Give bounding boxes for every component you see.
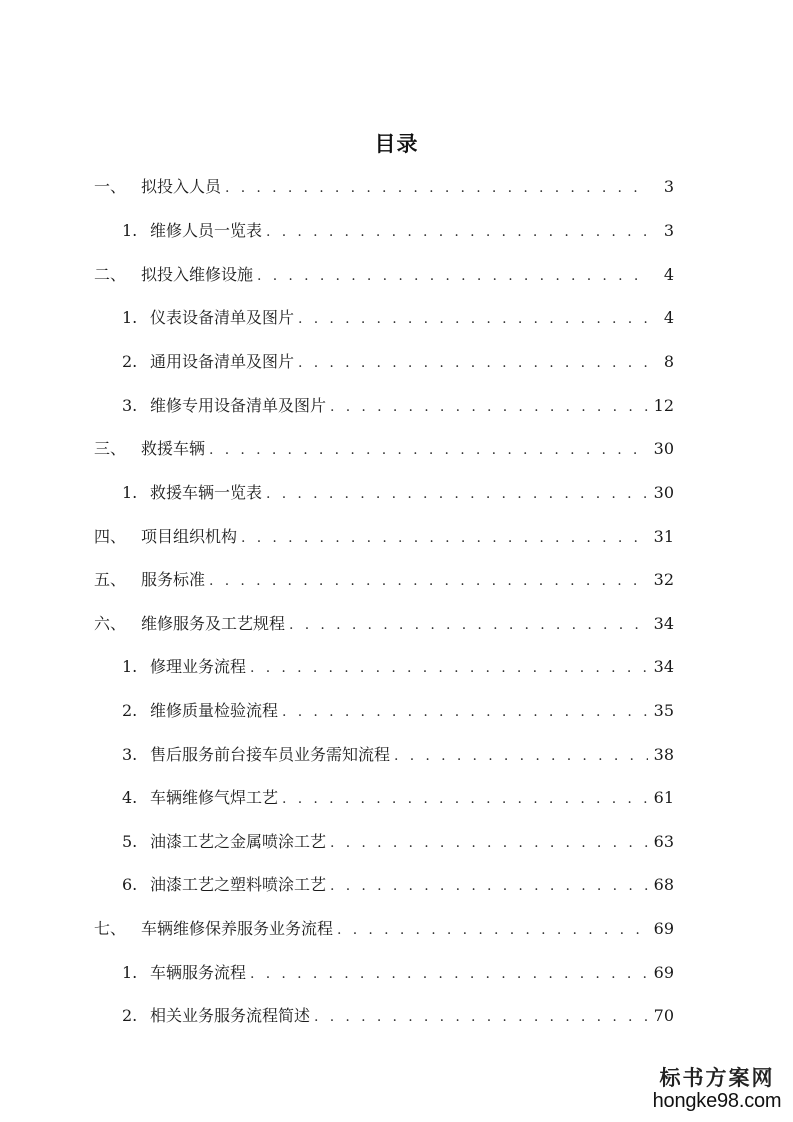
toc-entry-text: 拟投入维修设施: [141, 265, 254, 284]
toc-entry-text: 维修人员一览表: [150, 221, 263, 240]
toc-entry-number: 6.: [122, 875, 138, 894]
toc-entry-text: 车辆维修保养服务业务流程: [141, 919, 334, 938]
dot-leader: [209, 568, 648, 594]
dot-leader: [394, 743, 648, 769]
toc-entry-page: 3: [663, 221, 674, 240]
toc-entry-page: 32: [653, 570, 674, 589]
toc-entry[interactable]: [122, 480, 674, 506]
dot-leader: [282, 786, 648, 812]
dot-leader: [250, 961, 648, 987]
toc-entry-number: 1.: [122, 221, 138, 240]
toc-entry-text: 维修专用设备清单及图片: [150, 396, 327, 415]
toc-entry-page: 31: [653, 527, 674, 546]
toc-entry-number: 3.: [122, 396, 138, 415]
toc-entry-text: 相关业务服务流程简述: [150, 1006, 311, 1025]
dot-leader: [209, 437, 648, 463]
toc-entry-page: 3: [663, 177, 674, 196]
toc-entry[interactable]: [122, 872, 674, 898]
dot-leader: [266, 481, 648, 507]
toc-entry[interactable]: [94, 567, 674, 593]
toc-entry[interactable]: [122, 698, 674, 724]
toc-entry-number: 四、: [94, 527, 127, 546]
toc-entry-page: 12: [653, 396, 674, 415]
toc-entry[interactable]: [122, 654, 674, 680]
toc-entry-page: 69: [653, 919, 674, 938]
toc-entry-page: 63: [653, 832, 674, 851]
toc-entry[interactable]: [122, 742, 674, 768]
toc-entry[interactable]: [122, 349, 674, 375]
toc-entry-text: 车辆维修气焊工艺: [150, 788, 279, 807]
toc-entry-number: 六、: [94, 614, 127, 633]
toc-entry-number: 1.: [122, 483, 138, 502]
toc-entry[interactable]: [122, 218, 674, 244]
toc-entry-page: 30: [653, 483, 674, 502]
toc-entry[interactable]: [122, 785, 674, 811]
toc-entry[interactable]: [122, 960, 674, 986]
toc-entry-number: 二、: [94, 265, 127, 284]
toc-entry-page: 35: [653, 701, 674, 720]
toc-entry-number: 3.: [122, 745, 138, 764]
toc-entry-number: 2.: [122, 1006, 138, 1025]
toc-entry-text: 仪表设备清单及图片: [150, 308, 295, 327]
toc-entry-text: 拟投入人员: [141, 177, 222, 196]
toc-entry-number: 5.: [122, 832, 138, 851]
toc-entry-number: 4.: [122, 788, 138, 807]
dot-leader: [282, 699, 648, 725]
toc-entry-text: 售后服务前台接车员业务需知流程: [150, 745, 391, 764]
toc-entry-text: 救援车辆: [141, 439, 206, 458]
toc-entry[interactable]: [94, 524, 674, 550]
dot-leader: [289, 612, 648, 638]
toc-entry[interactable]: [94, 436, 674, 462]
toc-entry-number: 2.: [122, 701, 138, 720]
toc-entry-text: 项目组织机构: [141, 527, 238, 546]
dot-leader: [314, 1004, 648, 1030]
dot-leader: [330, 830, 648, 856]
toc-entry-number: 1.: [122, 963, 138, 982]
toc-entry-text: 车辆服务流程: [150, 963, 247, 982]
toc-entry-page: 68: [653, 875, 674, 894]
toc-entry-number: 三、: [94, 439, 127, 458]
toc-entry-text: 油漆工艺之塑料喷涂工艺: [150, 875, 327, 894]
toc-entry-page: 34: [653, 614, 674, 633]
dot-leader: [241, 525, 648, 551]
dot-leader: [298, 350, 648, 376]
toc-entry-number: 五、: [94, 570, 127, 589]
dot-leader: [257, 263, 648, 289]
toc-entry[interactable]: [122, 393, 674, 419]
toc-entry[interactable]: [94, 916, 674, 942]
toc-entry-number: 2.: [122, 352, 138, 371]
dot-leader: [337, 917, 648, 943]
toc-entry-text: 油漆工艺之金属喷涂工艺: [150, 832, 327, 851]
dot-leader: [330, 394, 648, 420]
site-watermark: [647, 1066, 787, 1116]
toc-entry-text: 维修服务及工艺规程: [141, 614, 286, 633]
dot-leader: [298, 306, 648, 332]
toc-entry-page: 30: [653, 439, 674, 458]
dot-leader: [330, 873, 648, 899]
toc-entry-text: 修理业务流程: [150, 657, 247, 676]
toc-entry-page: 8: [663, 352, 674, 371]
watermark-brand: 标书方案网: [659, 1065, 775, 1090]
toc-entry-number: 1.: [122, 657, 138, 676]
toc-entry-number: 1.: [122, 308, 138, 327]
toc-entry-number: 一、: [94, 177, 127, 196]
dot-leader: [250, 655, 648, 681]
toc-title: 目录: [374, 131, 419, 156]
toc-entry-text: 救援车辆一览表: [150, 483, 263, 502]
toc-entry[interactable]: [94, 262, 674, 288]
dot-leader: [225, 175, 648, 201]
dot-leader: [266, 219, 648, 245]
toc-entry[interactable]: [94, 174, 674, 200]
toc-entry-page: 4: [663, 308, 674, 327]
toc-entry-page: 69: [653, 963, 674, 982]
toc-entry-page: 38: [653, 745, 674, 764]
toc-entry-number: 七、: [94, 919, 127, 938]
toc-entry-text: 服务标准: [141, 570, 206, 589]
toc-entry-page: 70: [653, 1006, 674, 1025]
toc-entry-page: 4: [663, 265, 674, 284]
toc-entry-text: 维修质量检验流程: [150, 701, 279, 720]
toc-entry[interactable]: [122, 829, 674, 855]
toc-entry[interactable]: [94, 611, 674, 637]
toc-entry[interactable]: [122, 1003, 674, 1029]
toc-entry[interactable]: [122, 305, 674, 331]
toc-entry-page: 61: [653, 788, 674, 807]
toc-entry-page: 34: [653, 657, 674, 676]
toc-entry-text: 通用设备清单及图片: [150, 352, 295, 371]
watermark-domain: hongke98.com: [652, 1090, 782, 1112]
